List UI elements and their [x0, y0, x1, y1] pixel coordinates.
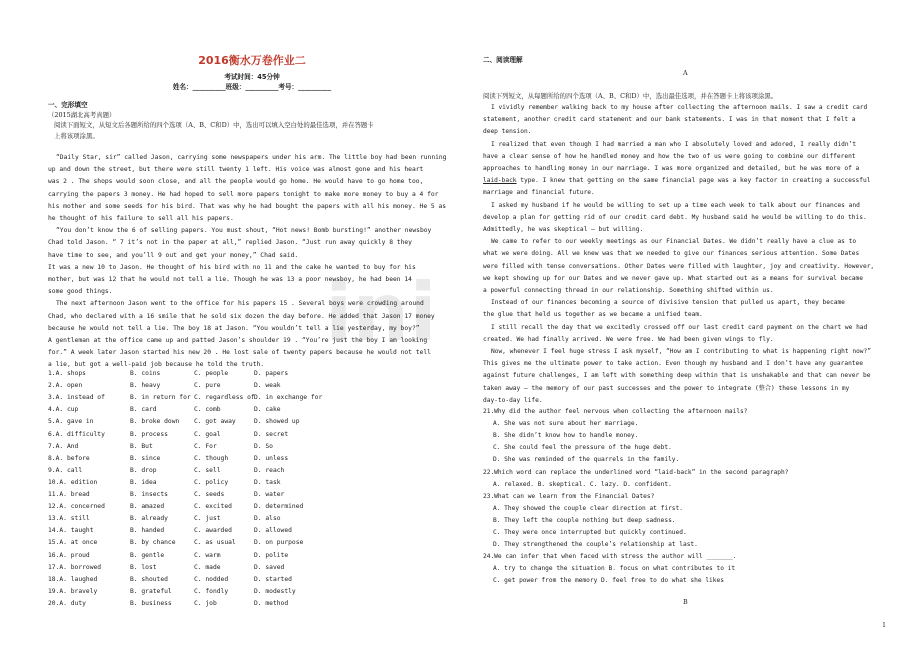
reading-passage-line: develop a plan for getting rid of our credit card debt. My husband said he would be willing to do this. [483, 213, 867, 221]
option-6-C: C. goal [194, 430, 221, 438]
source-note: （2015湖北高考真题） [48, 111, 116, 119]
option-13-D: D. also [254, 515, 281, 523]
cloze-passage-line: “You don’t know the 6 of selling papers. You must shout, “Hot news! Bomb bursting!” another newsboy [56, 227, 432, 235]
option-15-B: B. by chance [130, 539, 176, 547]
option-6-B: B. process [130, 430, 168, 438]
option-16-D: D. polite [254, 551, 289, 559]
svg-text:ini: ini [325, 270, 437, 350]
reading-question-line: A. She was not sure about her marriage. [493, 420, 639, 428]
part-b-label: B [683, 598, 688, 606]
reading-question-line: D. They strengthened the couple’s relationship at last. [493, 541, 698, 549]
option-17-B: B. lost [130, 563, 157, 571]
option-5-D: D. showed up [254, 418, 300, 426]
option-5-C: C. got away [194, 418, 236, 426]
section-cloze-heading: 一、完形填空 [48, 101, 88, 109]
option-20-A: 20.A. duty [48, 599, 86, 607]
option-9-C: C. sell [194, 466, 221, 474]
cloze-passage-line: It was a new 10 to Jason. He thought of his bird with no 11 and the cake he wanted to buy for his [48, 263, 416, 271]
option-10-D: D. task [254, 478, 281, 486]
option-6-A: 6.A. difficulty [48, 430, 105, 438]
reading-question-line: D. She was reminded of the quarrels in the family. [493, 456, 680, 464]
reading-question-line: C. She could feel the pressure of the huge debt. [493, 444, 672, 452]
option-2-C: C. pure [194, 382, 221, 390]
cloze-passage-line: his mother and some seeds for his bird. That was why he had bought the papers with all his money. He 5 as [48, 202, 447, 210]
student-info-line: 姓名：__________班级：__________考号：__________ [172, 83, 332, 91]
reading-question-line: 21.Why did the author feel nervous when collecting the afternoon mails? [483, 408, 748, 415]
reading-passage-line: have a clear sense of how he handled money and how the two of us were going to combine our different [483, 152, 856, 160]
cloze-passage-line: a lie, but got a well-paid job because he told the truth. [48, 361, 265, 369]
option-15-A: 15.A. at once [48, 539, 98, 547]
instruction-line-2: 上将该项涂黑。 [54, 132, 99, 140]
option-20-D: D. method [254, 599, 289, 607]
reading-passage-line: were filled with tense conversations. Other Dates were filled with laughter, joy and creativity. However, [483, 262, 875, 270]
option-14-D: D. allowed [254, 527, 292, 535]
reading-passage-line: deep tension. [483, 128, 532, 136]
reading-passage-line: laid-back type. I knew that getting on the same financial page was a key factor in creating a successful [483, 177, 871, 185]
option-8-B: B. since [130, 454, 161, 462]
reading-question-line: A. relaxed. B. skeptical. C. lazy. D. confident. [493, 480, 672, 488]
option-11-D: D. water [254, 491, 285, 498]
reading-passage-line: what we were doing. All we knew was that we needed to give our finances serious attention. Some Dates [483, 250, 860, 258]
option-13-A: 13.A. still [48, 515, 90, 523]
reading-question-line: A. They showed the couple clear direction at first. [493, 504, 683, 512]
option-10-A: 10.A. edition [48, 478, 98, 486]
option-3-C: C. regardless of [194, 394, 255, 402]
option-11-A: 11.A. bread [48, 491, 90, 498]
option-20-B: B. business [130, 599, 172, 607]
option-2-D: D. weak [254, 382, 281, 390]
option-6-D: D. secret [254, 430, 289, 438]
option-14-B: B. handed [130, 527, 165, 535]
option-7-A: 7.A. And [48, 442, 79, 450]
reading-passage-line: We came to refer to our weekly meetings as our Financial Dates. We didn’t really have a clue as to [491, 238, 857, 246]
option-3-B: B. in return for [130, 394, 191, 402]
reading-question-line: 23.What can we learn from the Financial Dates? [483, 492, 655, 500]
option-1-C: C. people [194, 370, 229, 377]
option-11-B: B. insects [130, 491, 168, 498]
reading-passage-line: taken away — the memory of our past successes and the power to integrate (整合) these lessons in my [483, 384, 850, 392]
option-4-B: B. card [130, 406, 157, 414]
option-17-D: D. saved [254, 563, 285, 571]
option-15-D: D. on purpose [254, 539, 304, 547]
option-12-D: D. determined [254, 503, 304, 511]
reading-question-line: C. They were once interrupted but quickly continued. [493, 529, 687, 536]
cloze-passage-line: Chad, who declared with a 16 smile that he sold six dozen the day before. He added that Jason 17 money [48, 312, 435, 320]
option-5-B: B. broke down [130, 418, 180, 426]
reading-passage-line: I still recall the day that we excitedly crossed off our last credit card payment on the chart we had [491, 323, 868, 331]
option-1-D: D. papers [254, 370, 289, 377]
option-7-B: B. But [130, 442, 153, 450]
option-12-C: C. excited [194, 503, 232, 511]
reading-passage-line: Now, whenever I feel huge stress I ask myself, “How am I contributing to what is happening right now?” [491, 348, 871, 355]
option-13-B: B. already [130, 515, 168, 523]
option-17-C: C. made [194, 563, 221, 571]
option-18-B: B. shouted [130, 575, 168, 583]
reading-passage-line: Admittedly, he was skeptical — but willing. [483, 226, 644, 233]
reading-question-line: C. get power from the memory D. feel free to do what she likes [493, 577, 724, 585]
reading-passage-line: day-to-day life. [483, 396, 543, 404]
cloze-passage-line: because he would not tell a lie. The boy 18 at Jason. “You wouldn’t tell a lie yesterday, my boy?” [48, 324, 420, 332]
cloze-passage-line: Chad told Jason. “ 7 it’s not in the paper at all,” replied Jason. “Just run away quickly 8 they [48, 239, 412, 247]
reading-question-line: 22.Which word can replace the underlined word “laid-back” in the second paragraph? [483, 468, 789, 476]
option-14-C: C. awarded [194, 527, 232, 535]
option-17-A: 17.A. borrowed [48, 563, 102, 571]
section-reading-heading: 二、阅读理解 [483, 56, 523, 64]
reading-passage-line: the glue that held us together as we became a unified team. [483, 311, 703, 319]
option-9-B: B. drop [130, 466, 157, 474]
cloze-passage-line: “Daily Star, sir” called Jason, carrying some newspapers under his arm. The little boy had been running [56, 154, 447, 161]
cloze-passage-line: he thought of his failure to sell all his papers. [48, 215, 234, 222]
reading-question-line: B. She didn’t know how to handle money. [493, 432, 639, 440]
exam-title: 2016衡水万卷作业二 [198, 54, 306, 67]
reading-passage-line: Instead of our finances becoming a source of divisive tension that pulled us apart, they became [491, 299, 845, 307]
option-13-C: C. just [194, 515, 221, 523]
option-10-C: C. policy [194, 478, 229, 486]
option-19-A: 19.A. bravely [48, 587, 98, 595]
page-number: 1 [882, 622, 886, 629]
option-9-D: D. reach [254, 466, 285, 474]
option-16-C: C. warm [194, 551, 221, 559]
reading-question-line: A. try to change the situation B. focus on what contributes to it [493, 565, 736, 573]
cloze-passage-line: The next afternoon Jason went to the office for his papers 15 . Several boys were crowding around [56, 300, 424, 308]
cloze-passage-line: up and down the street, but there were still twenty 1 left. His voice was almost gone and his heart [48, 166, 424, 174]
option-19-D: D. modestly [254, 587, 296, 595]
reading-passage-line: marriage and financial future. [483, 189, 595, 197]
option-2-B: B. heavy [130, 382, 161, 390]
reading-passage-line: we kept showing up for our Dates and we never gave up. What started out as a means for survival became [483, 274, 863, 282]
cloze-passage-line: carrying the papers 3 money. He had hoped to sell more papers tonight to make more money to buy a 4 for [48, 190, 439, 198]
option-14-A: 14.A. taught [48, 527, 94, 535]
option-18-A: 18.A. laughed [48, 575, 98, 583]
option-1-B: B. coins [130, 370, 161, 377]
reading-passage-line: I realized that even though I had married a man who I absolutely loved and adored, I really didn’t [491, 140, 857, 148]
cloze-passage-line: some good things. [48, 288, 113, 296]
cloze-passage-line: A gentleman at the office came up and patted Jason’s shoulder 19 . “You’re just the boy I am looking [48, 337, 428, 344]
option-2-A: 2.A. open [48, 382, 83, 390]
reading-passage-line: I asked my husband if he would be willing to set up a time each week to talk about our finances and [491, 201, 860, 209]
option-9-A: 9.A. call [48, 466, 83, 474]
reading-passage-line: created. We had finally arrived. We were free. We had been given wings to fly. [483, 335, 774, 343]
cloze-passage-line: mother, but was 12 that he would not tell a lie. Though he was 13 a poor newsboy, he had been 14 [48, 276, 412, 283]
reading-passage-line: This gives me the ultimate power to take action. Even though my husband and I don’t have any guarantee [483, 360, 863, 368]
reading-passage-line: a powerful connecting thread in our relationship. Something shifted within us. [483, 287, 774, 294]
option-20-C: C. job [194, 599, 217, 607]
reading-passage-line: I vividly remember walking back to my house after collecting the afternoon mails. I saw a credit card [491, 104, 868, 111]
option-10-B: B. idea [130, 478, 157, 486]
reading-question-line: B. They left the couple nothing but deep sadness. [493, 516, 676, 524]
option-3-D: D. in exchange for [254, 394, 323, 402]
option-3-A: 3.A. instead of [48, 394, 105, 402]
cloze-passage-line: for.” A week later Jason started his new 20 . He lost sale of twenty papers because he would not tell [48, 349, 431, 357]
option-19-B: B. grateful [130, 587, 172, 595]
reading-passage-line: approaches to handling money in our marriage. I was more organized and detailed, but he was more of a [483, 165, 860, 172]
option-16-B: B. gentle [130, 551, 165, 559]
cloze-passage-line: have time to see, and you’ll 9 out and get your money,” Chad said. [48, 251, 299, 259]
option-7-C: C. For [194, 442, 217, 450]
option-5-A: 5.A. gave in [48, 418, 94, 426]
reading-question-line: 24.We can infer that when faced with stress the author will _______. [483, 553, 737, 561]
option-4-D: D. cake [254, 406, 281, 414]
option-12-A: 12.A. concerned [48, 503, 105, 511]
reading-instruction: 阅读下列短文，从每题所给的四个选项（A、B、C和D）中，选出最佳选项，并在答题卡上将该项涂黑。 [483, 92, 778, 100]
reading-passage-line: statement, another credit card statement and our bank statements. I was in that moment that I felt a [483, 116, 856, 124]
exam-time: 考试时间：45分钟 [224, 73, 280, 81]
option-4-A: 4.A. cup [48, 406, 79, 414]
cloze-passage-line: was 2 . The shops would soon close, and all the people would go home. He would have to go home too, [48, 178, 424, 186]
option-12-B: B. amazed [130, 503, 165, 511]
option-19-C: C. fondly [194, 587, 229, 595]
instruction-line-1: 阅读下面短文，从短文后各题所给的四个选项（A、B、C和D）中，选出可以填入空白处的最佳选项，并在答题卡 [54, 121, 374, 129]
option-15-C: C. as usual [194, 539, 236, 547]
option-18-C: C. nodded [194, 575, 229, 583]
option-8-D: D. unless [254, 454, 289, 462]
option-16-A: 16.A. proud [48, 551, 90, 559]
option-11-C: C. seeds [194, 491, 225, 498]
option-8-C: C. though [194, 454, 229, 462]
part-a-label: A [683, 69, 688, 77]
option-8-A: 8.A. before [48, 454, 90, 462]
reading-passage-line: against future challenges, I am left with something deep within that is unshakable and that can never be [483, 372, 871, 380]
option-7-D: D. So [254, 442, 273, 450]
option-1-A: 1.A. shops [48, 370, 86, 377]
option-18-D: D. started [254, 575, 292, 583]
option-4-C: C. comb [194, 406, 221, 414]
